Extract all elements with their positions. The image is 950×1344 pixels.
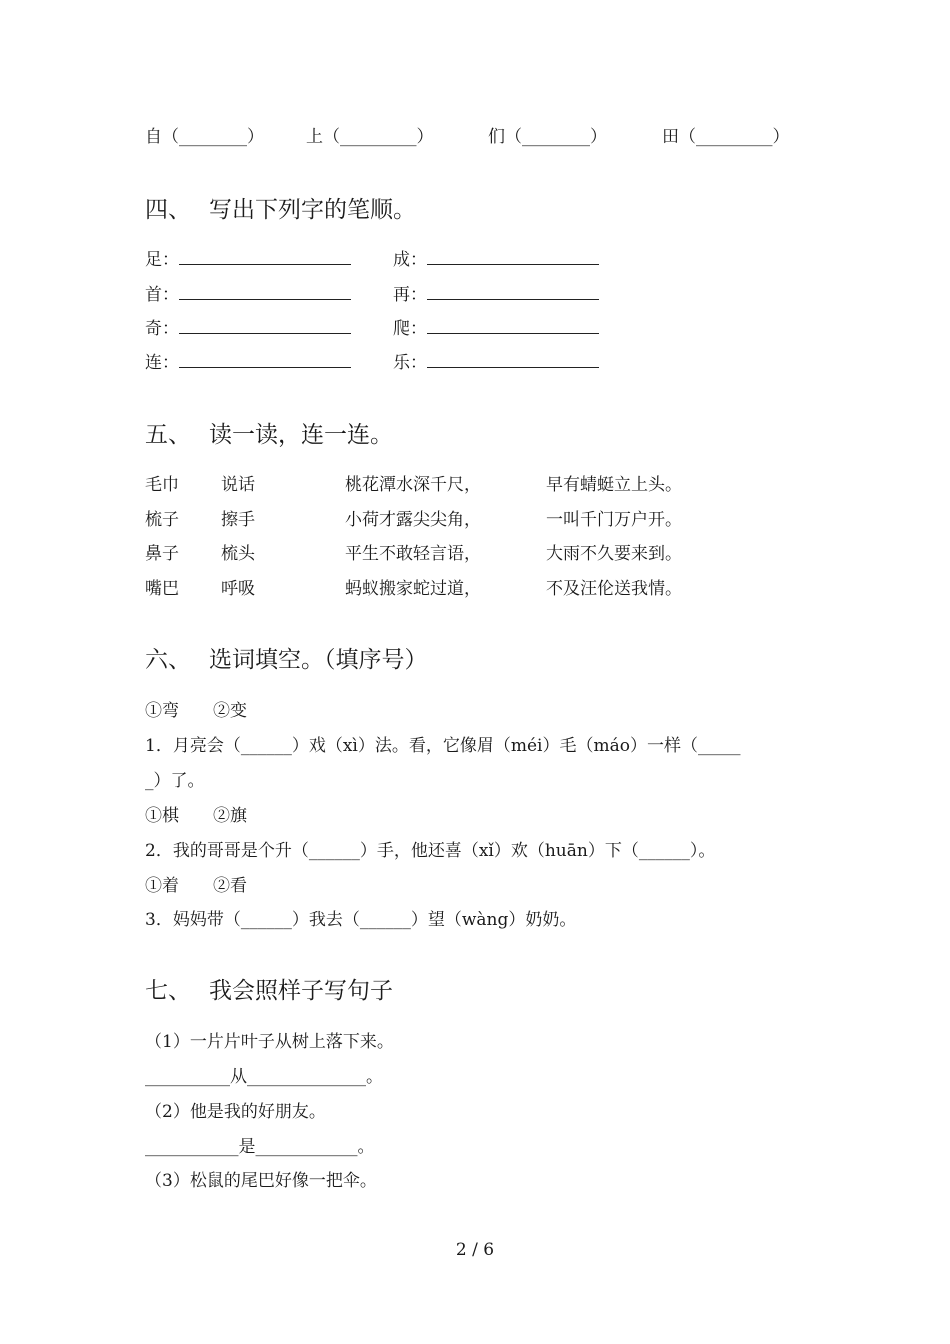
answer-line[interactable] bbox=[179, 353, 351, 368]
fill-in-question-cont[interactable]: _）了。 bbox=[145, 771, 205, 791]
poem-line-right[interactable]: 大雨不久要来到。 bbox=[546, 544, 682, 564]
answer-line[interactable] bbox=[179, 285, 351, 300]
match-word-right[interactable]: 梳头 bbox=[221, 544, 255, 564]
q3-item-4: 田（_________） bbox=[662, 127, 790, 147]
section-6-heading: 六、 选词填空。（填序号） bbox=[145, 647, 428, 673]
stroke-order-row: 足： bbox=[145, 245, 351, 270]
poem-line-left[interactable]: 小荷才露尖尖角， bbox=[345, 510, 481, 530]
stroke-order-row: 成： bbox=[393, 245, 599, 270]
answer-sentence[interactable]: __________从______________。 bbox=[145, 1067, 383, 1087]
section-7-heading: 七、 我会照样子写句子 bbox=[145, 978, 393, 1004]
match-word-right[interactable]: 说话 bbox=[221, 475, 255, 495]
poem-line-left[interactable]: 平生不敢轻言语， bbox=[345, 544, 481, 564]
q3-blank-2[interactable]: _________ bbox=[340, 127, 417, 147]
stroke-order-row: 爬： bbox=[393, 314, 599, 339]
q3-item-3: 们（________） bbox=[488, 127, 607, 147]
fill-in-question[interactable]: 3．妈妈带（______）我去（______）望（wàng）奶奶。 bbox=[145, 910, 577, 930]
match-word-left[interactable]: 梳子 bbox=[145, 510, 179, 530]
poem-line-left[interactable]: 蚂蚁搬家蛇过道， bbox=[345, 579, 481, 599]
match-word-left[interactable]: 毛巾 bbox=[145, 475, 179, 495]
stroke-order-row: 连： bbox=[145, 348, 351, 373]
poem-line-right[interactable]: 一叫千门万户开。 bbox=[546, 510, 682, 530]
answer-line[interactable] bbox=[179, 319, 351, 334]
stroke-order-row: 首： bbox=[145, 280, 351, 305]
answer-line[interactable] bbox=[427, 250, 599, 265]
example-sentence: （1）一片片叶子从树上落下来。 bbox=[145, 1032, 394, 1052]
match-word-right[interactable]: 呼吸 bbox=[221, 579, 255, 599]
match-word-left[interactable]: 鼻子 bbox=[145, 544, 179, 564]
stroke-order-row: 乐： bbox=[393, 348, 599, 373]
q3-blank-4[interactable]: _________ bbox=[696, 127, 773, 147]
answer-sentence[interactable]: ___________是____________。 bbox=[145, 1137, 375, 1157]
poem-line-right[interactable]: 不及汪伦送我情。 bbox=[546, 579, 682, 599]
match-word-left[interactable]: 嘴巴 bbox=[145, 579, 179, 599]
poem-line-left[interactable]: 桃花潭水深千尺， bbox=[345, 475, 481, 495]
example-sentence: （2）他是我的好朋友。 bbox=[145, 1102, 326, 1122]
q3-blank-1[interactable]: ________ bbox=[179, 127, 247, 147]
q3-item-1: 自（________） bbox=[145, 127, 264, 147]
stroke-order-row: 奇： bbox=[145, 314, 351, 339]
word-options: ①棋 ②旗 bbox=[145, 806, 247, 826]
page-number: 2 / 6 bbox=[455, 1240, 495, 1260]
answer-line[interactable] bbox=[427, 353, 599, 368]
word-options: ①着 ②看 bbox=[145, 876, 247, 896]
example-sentence: （3）松鼠的尾巴好像一把伞。 bbox=[145, 1171, 377, 1191]
poem-line-right[interactable]: 早有蜻蜓立上头。 bbox=[546, 475, 682, 495]
match-word-right[interactable]: 擦手 bbox=[221, 510, 255, 530]
stroke-order-row: 再： bbox=[393, 280, 599, 305]
fill-in-question[interactable]: 1．月亮会（______）戏（xì）法。看，它像眉（méi）毛（máo）一样（_____ bbox=[145, 736, 741, 756]
q3-blank-3[interactable]: ________ bbox=[522, 127, 590, 147]
fill-in-question[interactable]: 2．我的哥哥是个升（______）手，他还喜（xǐ）欢（huān）下（______）。 bbox=[145, 841, 716, 861]
answer-line[interactable] bbox=[427, 319, 599, 334]
section-4-heading: 四、 写出下列字的笔顺。 bbox=[145, 197, 416, 223]
section-5-heading: 五、 读一读，连一连。 bbox=[145, 422, 393, 448]
word-options: ①弯 ②变 bbox=[145, 701, 247, 721]
q3-item-2: 上（_________） bbox=[306, 127, 434, 147]
answer-line[interactable] bbox=[179, 250, 351, 265]
answer-line[interactable] bbox=[427, 285, 599, 300]
